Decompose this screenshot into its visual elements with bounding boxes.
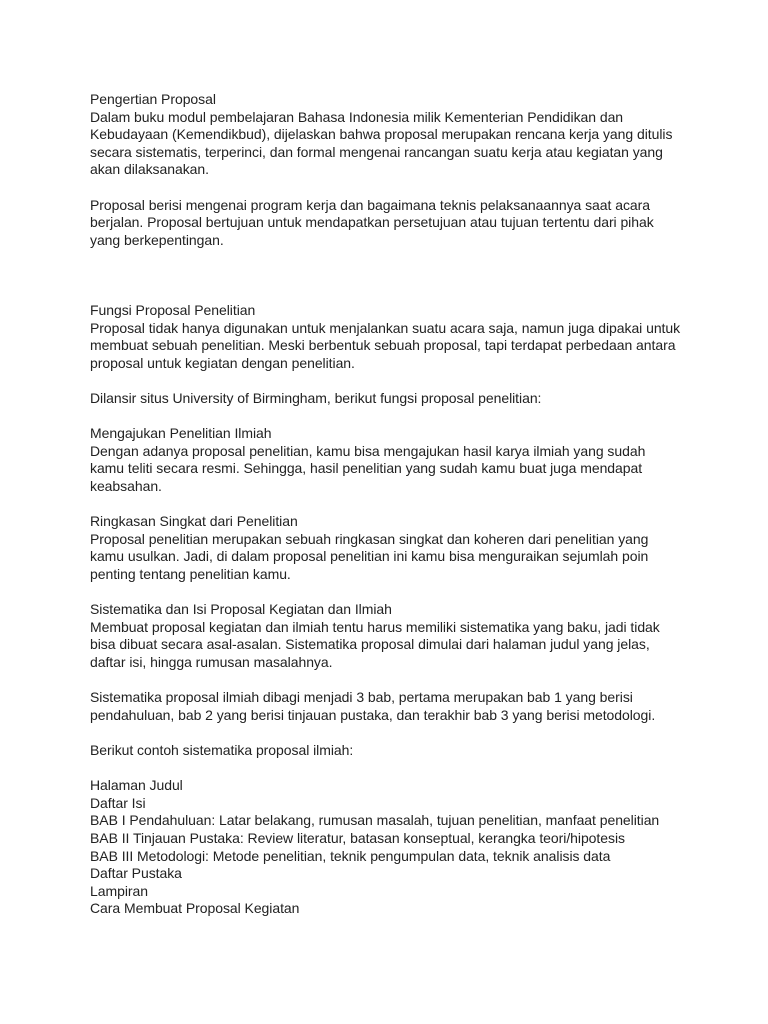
paragraph-line: kamu usulkan. Jadi, di dalam proposal penelitian ini kamu bisa menguraikan sejumlah poin bbox=[90, 548, 649, 565]
spacer bbox=[90, 672, 690, 690]
paragraph-line: pendahuluan, bab 2 yang berisi tinjauan pustaka, dan terakhir bab 3 yang berisi metodologi. bbox=[90, 706, 656, 723]
section-heading: Ringkasan Singkat dari Penelitian bbox=[90, 513, 298, 530]
outline-item: Lampiran bbox=[90, 882, 148, 899]
paragraph-line: secara sistematis, terperinci, dan formal mengenai rancangan suatu kerja atau kegiatan yang bbox=[90, 143, 663, 160]
outline-item: Cara Membuat Proposal Kegiatan bbox=[90, 900, 300, 917]
spacer bbox=[90, 584, 690, 602]
outline-item: Daftar Pustaka bbox=[90, 865, 182, 882]
paragraph-line: Membuat proposal kegiatan dan ilmiah tentu harus memiliki sistematika yang baku, jadi tidak bbox=[90, 618, 660, 635]
paragraph-line: Sistematika proposal ilmiah dibagi menjadi 3 bab, pertama merupakan bab 1 yang berisi bbox=[90, 689, 633, 706]
document-page bbox=[90, 91, 690, 918]
paragraph-line: akan dilaksanakan. bbox=[90, 161, 209, 178]
spacer bbox=[90, 760, 690, 778]
spacer bbox=[90, 408, 690, 426]
paragraph-line: Proposal berisi mengenai program kerja dan bagaimana teknis pelaksanaannya saat acara bbox=[90, 196, 650, 213]
spacer bbox=[90, 496, 690, 514]
paragraph-line: Dalam buku modul pembelajaran Bahasa Indonesia milik Kementerian Pendidikan dan bbox=[90, 108, 624, 125]
paragraph-line: Proposal tidak hanya digunakan untuk menjalankan suatu acara saja, namun juga dipakai untuk bbox=[90, 319, 681, 336]
paragraph-line: penting tentang penelitian kamu. bbox=[90, 566, 291, 583]
outline-item: Daftar Isi bbox=[90, 794, 146, 811]
outline-item: BAB III Metodologi: Metode penelitian, teknik pengumpulan data, teknik analisis data bbox=[90, 847, 611, 864]
paragraph-line: membuat sebuah penelitian. Meski berbentuk sebuah proposal, tapi terdapat perbedaan antara bbox=[90, 337, 676, 354]
section-heading: Fungsi Proposal Penelitian bbox=[90, 302, 256, 319]
paragraph-line: kamu teliti secara resmi. Sehingga, hasil penelitian yang sudah kamu buat juga mendapat bbox=[90, 460, 643, 477]
outline-item: Halaman Judul bbox=[90, 777, 183, 794]
paragraph-line: proposal untuk kegiatan dengan penelitian. bbox=[90, 354, 355, 371]
paragraph-line: bisa dibuat secara asal-asalan. Sistematika proposal dimulai dari halaman judul yang jelas, bbox=[90, 636, 650, 653]
paragraph-line: Berikut contoh sistematika proposal ilmiah: bbox=[90, 741, 354, 758]
paragraph-line: yang berkepentingan. bbox=[90, 231, 224, 248]
section-heading: Sistematika dan Isi Proposal Kegiatan dan Ilmiah bbox=[90, 601, 392, 618]
spacer bbox=[90, 179, 690, 197]
paragraph-line: daftar isi, hingga rumusan masalahnya. bbox=[90, 654, 333, 670]
spacer bbox=[90, 373, 690, 391]
spacer bbox=[90, 249, 690, 267]
spacer bbox=[90, 724, 690, 742]
paragraph-line: Dengan adanya proposal penelitian, kamu bisa mengajukan hasil karya ilmiah yang sudah bbox=[90, 442, 646, 459]
paragraph-line: Kebudayaan (Kemendikbud), dijelaskan bahwa proposal merupakan rencana kerja yang ditulis bbox=[90, 126, 673, 143]
section-heading: Mengajukan Penelitian Ilmiah bbox=[90, 425, 272, 442]
paragraph-line: keabsahan. bbox=[90, 478, 162, 495]
paragraph-line: berjalan. Proposal bertujuan untuk mendapatkan persetujuan atau tujuan tertentu dari pihak bbox=[90, 214, 654, 231]
outline-item: BAB II Tinjauan Pustaka: Review literatur, batasan konseptual, kerangka teori/hipotesis bbox=[90, 829, 625, 846]
spacer bbox=[90, 285, 690, 303]
paragraph-line: Proposal penelitian merupakan sebuah ringkasan singkat dan koheren dari penelitian yang bbox=[90, 530, 649, 547]
spacer bbox=[90, 267, 690, 285]
paragraph-line: Dilansir situs University of Birmingham, berikut fungsi proposal penelitian: bbox=[90, 390, 542, 407]
section-heading: Pengertian Proposal bbox=[90, 91, 216, 107]
outline-item: BAB I Pendahuluan: Latar belakang, rumusan masalah, tujuan penelitian, manfaat penelitian bbox=[90, 812, 660, 829]
